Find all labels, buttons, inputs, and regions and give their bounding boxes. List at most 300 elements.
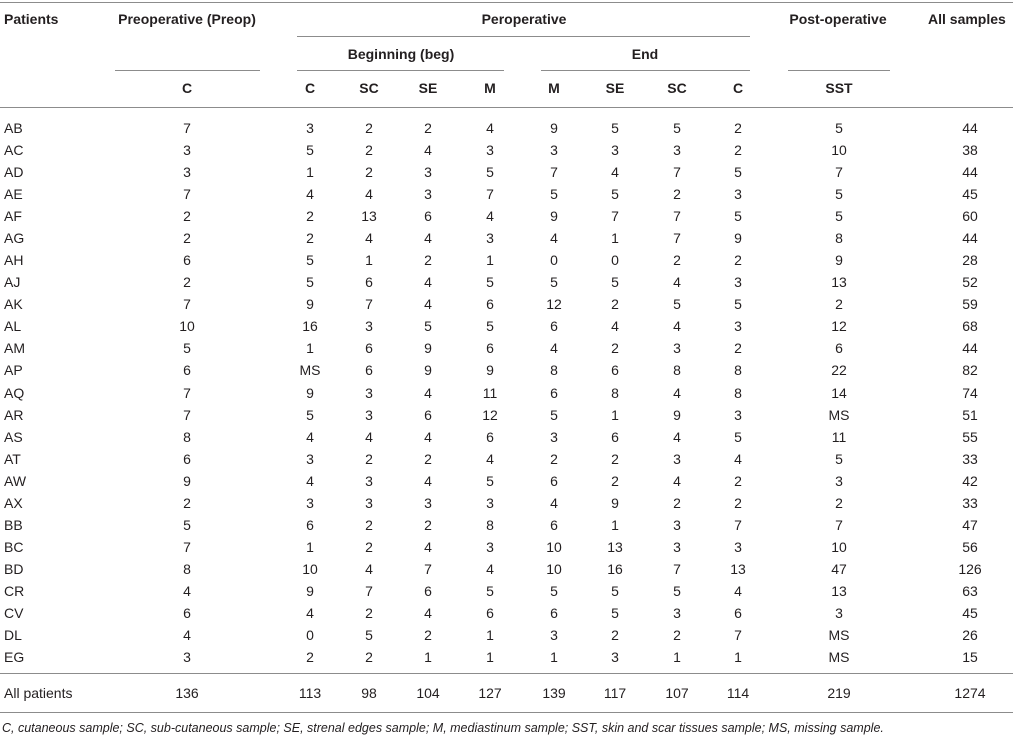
table-cell: 13 xyxy=(831,582,847,599)
table-cell: 5 xyxy=(835,186,843,203)
table-cell: 4 xyxy=(424,472,432,489)
table-cell: 10 xyxy=(546,538,562,555)
table-cell: 8 xyxy=(734,362,742,379)
table-cell: 4 xyxy=(183,626,191,643)
table-cell: 45 xyxy=(962,604,978,621)
patient-id: AJ xyxy=(4,274,21,291)
table-cell: 5 xyxy=(835,120,843,136)
table-cell: 5 xyxy=(734,296,742,313)
table-cell: 9 xyxy=(424,340,432,357)
table-cell: 5 xyxy=(611,274,619,291)
table-cell: 3 xyxy=(734,406,742,423)
table-cell: 1 xyxy=(611,406,619,423)
table-cell: 1 xyxy=(611,230,619,247)
table-cell: 9 xyxy=(835,252,843,269)
table-cell: 5 xyxy=(611,120,619,136)
table-cell: 6 xyxy=(365,362,373,379)
table-cell: 2 xyxy=(306,208,314,225)
table-cell: 2 xyxy=(734,252,742,269)
table-cell: 7 xyxy=(673,208,681,225)
table-cell: 9 xyxy=(734,230,742,247)
table-cell: 3 xyxy=(306,120,314,136)
patient-id: AL xyxy=(4,318,22,335)
totals-cell: 136 xyxy=(175,685,199,701)
totals-cell: 104 xyxy=(416,685,440,701)
table-cell: 8 xyxy=(611,384,619,401)
table-cell: 3 xyxy=(424,494,432,511)
table-cell: 8 xyxy=(550,362,558,379)
table-cell: 0 xyxy=(550,252,558,269)
table-cell: 3 xyxy=(183,142,191,158)
table-cell: 6 xyxy=(550,516,558,533)
table-cell: 14 xyxy=(831,384,847,401)
totals-cell: 117 xyxy=(603,685,627,701)
table-cell: 6 xyxy=(550,384,558,401)
patient-id: BC xyxy=(4,538,24,555)
table-cell: 2 xyxy=(835,494,843,511)
table-cell: 9 xyxy=(486,362,494,379)
table-cell: 6 xyxy=(486,428,494,445)
table-cell: 1 xyxy=(424,649,432,665)
table-cell: 3 xyxy=(306,450,314,467)
table-cell: 3 xyxy=(673,538,681,555)
table-cell: 44 xyxy=(962,340,978,357)
table-cell: 13 xyxy=(361,208,377,225)
patient-id: CR xyxy=(4,582,25,599)
table-cell: 3 xyxy=(550,428,558,445)
table-cell: 9 xyxy=(550,120,558,136)
table-cell: 2 xyxy=(550,450,558,467)
table-cell: 2 xyxy=(365,164,373,181)
table-cell: 5 xyxy=(611,186,619,203)
patients-header: Patients xyxy=(4,11,59,27)
preoperative-header: Preoperative (Preop) xyxy=(118,11,256,27)
table-cell: 3 xyxy=(673,604,681,621)
patient-id: AM xyxy=(4,340,25,357)
table-cell: 4 xyxy=(306,472,314,489)
table-cell: 1 xyxy=(611,516,619,533)
subcolumn-header: M xyxy=(548,80,560,96)
table-cell: 13 xyxy=(831,274,847,291)
table-cell: 8 xyxy=(673,362,681,379)
table-cell: 13 xyxy=(730,560,746,577)
table-cell: 9 xyxy=(673,406,681,423)
table-cell: 7 xyxy=(183,538,191,555)
totals-cell: 107 xyxy=(665,685,689,701)
table-cell: 2 xyxy=(365,516,373,533)
patient-id: AH xyxy=(4,252,24,269)
table-cell: 3 xyxy=(835,604,843,621)
table-cell: 3 xyxy=(734,318,742,335)
patient-id: AS xyxy=(4,428,23,445)
table-cell: 82 xyxy=(962,362,978,379)
table-cell: 4 xyxy=(673,274,681,291)
table-cell: 6 xyxy=(550,472,558,489)
table-cell: 4 xyxy=(424,296,432,313)
table-cell: 6 xyxy=(424,406,432,423)
table-cell: 2 xyxy=(306,649,314,665)
table-cell: 5 xyxy=(183,340,191,357)
table-cell: 8 xyxy=(734,384,742,401)
table-cell: 7 xyxy=(673,164,681,181)
table-cell: 51 xyxy=(962,406,978,423)
peroperative-rule xyxy=(297,36,750,37)
table-cell: 5 xyxy=(486,582,494,599)
subcolumn-header: SST xyxy=(825,80,853,96)
table-cell: 5 xyxy=(486,274,494,291)
table-cell: 4 xyxy=(306,604,314,621)
bottom-rule xyxy=(0,712,1013,713)
table-cell: 7 xyxy=(611,208,619,225)
table-cell: 22 xyxy=(831,362,847,379)
table-cell: 2 xyxy=(183,274,191,291)
table-cell: 5 xyxy=(183,516,191,533)
patient-id: DL xyxy=(4,626,22,643)
table-cell: 8 xyxy=(183,428,191,445)
table-cell: 11 xyxy=(482,384,498,401)
table-cell: 8 xyxy=(183,560,191,577)
postoperative-header: Post-operative xyxy=(789,11,887,27)
table-cell: 7 xyxy=(365,582,373,599)
table-cell: 56 xyxy=(962,538,978,555)
patient-id: EG xyxy=(4,649,25,665)
table-cell: 2 xyxy=(306,230,314,247)
subcolumn-header: SC xyxy=(667,80,687,96)
table-cell: 10 xyxy=(179,318,195,335)
table-cell: 3 xyxy=(486,494,494,511)
table-cell: 5 xyxy=(734,428,742,445)
table-cell: 9 xyxy=(424,362,432,379)
table-cell: 4 xyxy=(486,450,494,467)
table-cell: 0 xyxy=(306,626,314,643)
table-cell: 2 xyxy=(183,494,191,511)
table-cell: 6 xyxy=(365,274,373,291)
table-cell: 5 xyxy=(424,318,432,335)
table-cell: 7 xyxy=(486,186,494,203)
table-cell: 3 xyxy=(424,164,432,181)
table-cell: 2 xyxy=(611,450,619,467)
table-cell: 7 xyxy=(673,230,681,247)
table-cell: 1 xyxy=(306,538,314,555)
table-cell: 1 xyxy=(486,626,494,643)
table-cell: 2 xyxy=(183,208,191,225)
table-cell: 1 xyxy=(306,340,314,357)
table-cell: 7 xyxy=(183,384,191,401)
table-cell: 12 xyxy=(546,296,562,313)
totals-cell: 219 xyxy=(827,685,851,701)
table-cell: 52 xyxy=(962,274,978,291)
table-cell: 5 xyxy=(486,164,494,181)
patient-id: AB xyxy=(4,120,23,136)
table-cell: 6 xyxy=(550,604,558,621)
table-cell: 6 xyxy=(306,516,314,533)
patient-id: AF xyxy=(4,208,22,225)
table-cell: 2 xyxy=(734,120,742,136)
table-cell: 4 xyxy=(611,164,619,181)
table-cell: 6 xyxy=(611,428,619,445)
patient-id: AC xyxy=(4,142,24,158)
table-cell: 4 xyxy=(673,318,681,335)
table-cell: MS xyxy=(828,649,850,665)
table-cell: 7 xyxy=(183,406,191,423)
table-cell: 6 xyxy=(183,362,191,379)
table-cell: 2 xyxy=(611,340,619,357)
table-cell: 7 xyxy=(365,296,373,313)
table-cell: 55 xyxy=(962,428,978,445)
patient-id: BB xyxy=(4,516,23,533)
table-cell: 7 xyxy=(183,186,191,203)
table-cell: 2 xyxy=(424,252,432,269)
patient-id: CV xyxy=(4,604,24,621)
table-cell: 2 xyxy=(611,626,619,643)
table-cell: 1 xyxy=(365,252,373,269)
table-cell: 126 xyxy=(958,560,982,577)
table-cell: 2 xyxy=(424,516,432,533)
table-cell: 3 xyxy=(673,516,681,533)
table-cell: 5 xyxy=(611,604,619,621)
table-cell: 5 xyxy=(550,186,558,203)
table-cell: 2 xyxy=(365,120,373,136)
table-cell: 44 xyxy=(962,230,978,247)
table-cell: 9 xyxy=(550,208,558,225)
patient-id: AE xyxy=(4,186,23,203)
table-cell: 33 xyxy=(962,494,978,511)
table-cell: 4 xyxy=(424,274,432,291)
table-cell: 6 xyxy=(424,582,432,599)
table-cell: 4 xyxy=(424,142,432,158)
table-cell: 5 xyxy=(673,120,681,136)
table-cell: 10 xyxy=(546,560,562,577)
table-cell: 5 xyxy=(365,626,373,643)
subcolumn-header: C xyxy=(304,80,316,96)
totals-cell: 114 xyxy=(726,685,750,701)
table-cell: 4 xyxy=(486,120,494,136)
patient-id: AT xyxy=(4,450,21,467)
table-cell: 4 xyxy=(424,604,432,621)
table-cell: 1 xyxy=(734,649,742,665)
table-cell: 2 xyxy=(183,230,191,247)
table-cell: 44 xyxy=(962,164,978,181)
table-cell: 16 xyxy=(607,560,623,577)
table-cell: 59 xyxy=(962,296,978,313)
table-cell: 2 xyxy=(734,340,742,357)
table-cell: 2 xyxy=(673,252,681,269)
table-cell: 4 xyxy=(424,428,432,445)
table-cell: 4 xyxy=(486,208,494,225)
table-cell: 9 xyxy=(306,384,314,401)
table-cell: 1 xyxy=(486,252,494,269)
table-cell: 3 xyxy=(486,230,494,247)
table-cell: 2 xyxy=(424,626,432,643)
table-cell: 38 xyxy=(962,142,978,158)
table-cell: 7 xyxy=(835,164,843,181)
table-cell: 1 xyxy=(306,164,314,181)
table-cell: 45 xyxy=(962,186,978,203)
patient-id: BD xyxy=(4,560,24,577)
table-cell: 4 xyxy=(365,230,373,247)
table-cell: 6 xyxy=(365,340,373,357)
table-cell: 2 xyxy=(734,494,742,511)
table-cell: 2 xyxy=(365,142,373,158)
patient-id: AG xyxy=(4,230,25,247)
table-cell: 7 xyxy=(835,516,843,533)
totals-cell: 98 xyxy=(361,685,377,701)
table-cell: 3 xyxy=(611,649,619,665)
subcolumn-header: M xyxy=(484,80,496,96)
table-cell: 2 xyxy=(673,626,681,643)
table-cell: 5 xyxy=(734,208,742,225)
table-cell: 3 xyxy=(365,494,373,511)
table-cell: 4 xyxy=(424,384,432,401)
table-cell: 12 xyxy=(482,406,498,423)
table-cell: 2 xyxy=(734,472,742,489)
table-cell: 10 xyxy=(302,560,318,577)
table-cell: 2 xyxy=(835,296,843,313)
table-cell: 6 xyxy=(183,252,191,269)
table-cell: 3 xyxy=(734,274,742,291)
preop-rule xyxy=(115,70,260,71)
table-cell: 4 xyxy=(424,538,432,555)
table-cell: 3 xyxy=(550,142,558,158)
table-cell: 5 xyxy=(835,208,843,225)
table-cell: 5 xyxy=(673,582,681,599)
table-cell: 3 xyxy=(673,340,681,357)
totals-cell: 127 xyxy=(478,685,502,701)
table-cell: 68 xyxy=(962,318,978,335)
table-cell: 5 xyxy=(550,582,558,599)
table-cell: 5 xyxy=(835,450,843,467)
patient-id: AQ xyxy=(4,384,25,401)
table-cell: 10 xyxy=(831,142,847,158)
table-cell: 5 xyxy=(306,252,314,269)
table-cell: 7 xyxy=(734,626,742,643)
table-cell: 12 xyxy=(831,318,847,335)
table-cell: 5 xyxy=(486,318,494,335)
table-cell: 3 xyxy=(365,472,373,489)
table-cell: 4 xyxy=(365,428,373,445)
totals-top-rule xyxy=(0,673,1013,674)
table-cell: 3 xyxy=(486,538,494,555)
table-cell: 3 xyxy=(673,142,681,158)
patient-id: AD xyxy=(4,164,24,181)
table-cell: 6 xyxy=(734,604,742,621)
table-cell: 44 xyxy=(962,120,978,136)
table-cell: 3 xyxy=(734,186,742,203)
table-cell: MS xyxy=(299,362,321,379)
table-cell: 5 xyxy=(550,274,558,291)
subcolumn-header: C xyxy=(732,80,744,96)
table-cell: 5 xyxy=(611,582,619,599)
table-cell: 5 xyxy=(734,164,742,181)
table-cell: 6 xyxy=(183,604,191,621)
patient-id: AW xyxy=(4,472,27,489)
table-cell: 7 xyxy=(183,296,191,313)
table-cell: 2 xyxy=(365,538,373,555)
table-cell: 7 xyxy=(734,516,742,533)
footnote: C, cutaneous sample; SC, sub-cutaneous sample; SE, strenal edges sample; M, mediastinum sample; SST, skin and scar tissues sample; MS, missing sample. xyxy=(2,721,884,735)
table-cell: 7 xyxy=(673,560,681,577)
table-cell: 3 xyxy=(835,472,843,489)
peroperative-header: Peroperative xyxy=(481,11,567,27)
table-cell: 4 xyxy=(550,494,558,511)
end-header: End xyxy=(631,46,659,62)
table-cell: 13 xyxy=(607,538,623,555)
table-cell: 3 xyxy=(673,450,681,467)
table-cell: 7 xyxy=(424,560,432,577)
table-cell: 2 xyxy=(365,604,373,621)
table-cell: 26 xyxy=(962,626,978,643)
table-cell: 11 xyxy=(831,428,847,445)
table-cell: 2 xyxy=(611,296,619,313)
table-cell: 60 xyxy=(962,208,978,225)
table-cell: 6 xyxy=(183,450,191,467)
table-cell: 2 xyxy=(734,142,742,158)
table-cell: 6 xyxy=(424,208,432,225)
table-cell: 16 xyxy=(302,318,318,335)
beginning-header: Beginning (beg) xyxy=(347,46,455,62)
subcolumn-header: C xyxy=(181,80,193,96)
table-cell: 2 xyxy=(424,450,432,467)
table-cell: 28 xyxy=(962,252,978,269)
table-cell: 42 xyxy=(962,472,978,489)
all-samples-header: All samples xyxy=(928,11,1006,27)
patient-id: AP xyxy=(4,362,23,379)
table-cell: 4 xyxy=(734,450,742,467)
table-cell: 4 xyxy=(673,428,681,445)
table-cell: 9 xyxy=(306,582,314,599)
table-cell: 3 xyxy=(183,164,191,181)
totals-cell: 139 xyxy=(542,685,566,701)
table-cell: 0 xyxy=(611,252,619,269)
table-cell: 5 xyxy=(550,406,558,423)
table-cell: 6 xyxy=(550,318,558,335)
table-cell: 63 xyxy=(962,582,978,599)
table-cell: 6 xyxy=(486,604,494,621)
patient-id: AR xyxy=(4,406,24,423)
table-cell: 5 xyxy=(306,274,314,291)
table-cell: 4 xyxy=(673,384,681,401)
table-cell: 4 xyxy=(365,186,373,203)
table-cell: 5 xyxy=(673,296,681,313)
table-cell: 6 xyxy=(486,340,494,357)
table-cell: 4 xyxy=(306,428,314,445)
postop-rule xyxy=(788,70,890,71)
table-cell: 4 xyxy=(673,472,681,489)
table-cell: 2 xyxy=(673,494,681,511)
top-rule xyxy=(0,2,1013,3)
table-cell: 3 xyxy=(486,142,494,158)
table-cell: 10 xyxy=(831,538,847,555)
beginning-rule xyxy=(297,70,504,71)
table-cell: 8 xyxy=(486,516,494,533)
table-cell: 6 xyxy=(611,362,619,379)
subcolumn-header: SE xyxy=(605,80,625,96)
patient-id: AK xyxy=(4,296,23,313)
subcolumn-header: SC xyxy=(359,80,379,96)
table-cell: 2 xyxy=(365,450,373,467)
table-cell: 1 xyxy=(673,649,681,665)
table-cell: 8 xyxy=(835,230,843,247)
table-cell: 2 xyxy=(611,472,619,489)
table-cell: 6 xyxy=(835,340,843,357)
table-cell: 3 xyxy=(424,186,432,203)
table-cell: 1 xyxy=(486,649,494,665)
table-cell: 9 xyxy=(611,494,619,511)
table-cell: 3 xyxy=(611,142,619,158)
table-cell: 7 xyxy=(550,164,558,181)
totals-cell: 1274 xyxy=(954,685,986,701)
end-rule xyxy=(541,70,750,71)
